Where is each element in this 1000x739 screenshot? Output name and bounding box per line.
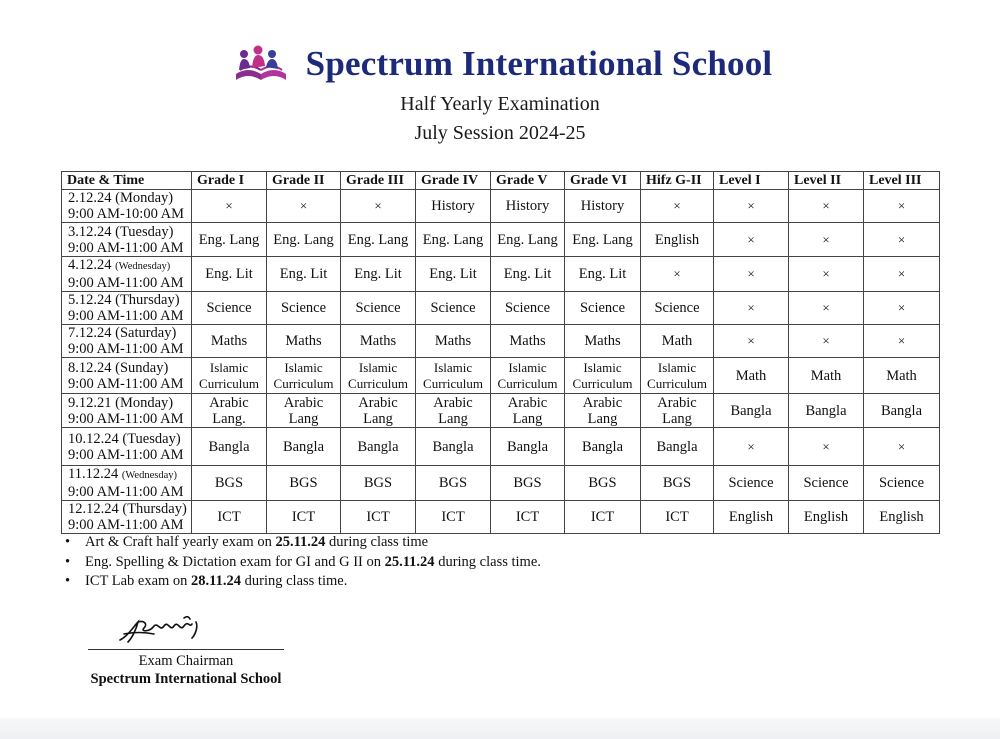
table-row — [62, 257, 940, 292]
column-header: Level II — [789, 172, 864, 190]
subject-cell: Arabic Lang — [641, 394, 714, 428]
exam-date: 10.12.24 — [68, 430, 119, 447]
subject-cell: Maths — [192, 325, 267, 358]
column-header: Grade I — [192, 172, 267, 190]
exam-day: (Wednesday) — [115, 261, 171, 272]
note-date: 28.11.24 — [191, 573, 241, 589]
exam-day: (Thursday) — [122, 501, 187, 517]
subject-cell: × — [789, 190, 864, 223]
subject-cell: Science — [864, 466, 940, 501]
subject-cell: Islamic Curriculum — [267, 358, 341, 394]
subject-cell: × — [789, 428, 864, 466]
subject-cell: × — [641, 190, 714, 223]
page-bottom-strip — [0, 718, 1000, 739]
exam-date: 5.12.24 — [68, 292, 112, 308]
subject-cell: Bangla — [789, 394, 864, 428]
date-time-cell — [62, 223, 192, 257]
exam-day: (Thursday) — [115, 292, 180, 308]
subject-cell: Science — [341, 292, 416, 325]
exam-time: 9:00 AM-11:00 AM — [68, 308, 184, 324]
subject-cell: × — [641, 257, 714, 292]
subject-cell: ICT — [565, 501, 641, 534]
subject-cell: Arabic Lang — [565, 394, 641, 428]
subject-cell: BGS — [192, 466, 267, 501]
note-text: ICT Lab exam on — [85, 573, 192, 589]
document-header — [0, 44, 1000, 148]
subject-cell: Science — [267, 292, 341, 325]
subject-cell: × — [714, 190, 789, 223]
subject-cell: Eng. Lang — [416, 223, 491, 257]
subject-cell: ICT — [491, 501, 565, 534]
subject-cell: Bangla — [267, 428, 341, 466]
column-header: Date & Time — [62, 172, 192, 190]
subject-cell: Math — [789, 358, 864, 394]
exam-time: 9:00 AM-10:00 AM — [68, 206, 185, 222]
subject-cell: × — [864, 325, 940, 358]
subject-cell: × — [789, 223, 864, 257]
subject-cell: Islamic Curriculum — [192, 358, 267, 394]
subject-cell: Bangla — [864, 394, 940, 428]
subject-cell: ICT — [267, 501, 341, 534]
subject-cell: × — [864, 292, 940, 325]
exam-date: 3.12.24 — [68, 223, 112, 240]
open-book-people-logo-icon — [228, 44, 294, 84]
subject-cell: Eng. Lit — [341, 257, 416, 292]
subject-cell: Eng. Lit — [267, 257, 341, 292]
exam-time: 9:00 AM-11:00 AM — [68, 410, 184, 427]
column-header: Level I — [714, 172, 789, 190]
subject-cell: × — [341, 190, 416, 223]
subject-cell: × — [864, 257, 940, 292]
note-text: Eng. Spelling & Dictation exam for GI and G II on — [85, 553, 385, 570]
column-header: Grade II — [267, 172, 341, 190]
column-header: Hifz G-II — [641, 172, 714, 190]
exam-date: 9.12.21 — [68, 394, 112, 411]
exam-date: 8.12.24 — [68, 359, 112, 376]
exam-day: (Tuesday) — [115, 223, 174, 240]
subject-cell: ICT — [641, 501, 714, 534]
exam-date: 4.12.24 — [68, 257, 112, 273]
subject-cell: Math — [864, 358, 940, 394]
date-time-cell — [62, 257, 192, 292]
date-time-cell — [62, 428, 192, 466]
subject-cell: Bangla — [565, 428, 641, 466]
subject-cell: Science — [416, 292, 491, 325]
exam-day: (Sunday) — [115, 359, 169, 376]
subject-cell: Science — [491, 292, 565, 325]
subject-cell: English — [714, 501, 789, 534]
subject-cell: Bangla — [416, 428, 491, 466]
exam-title: Half Yearly Examination — [400, 93, 600, 115]
exam-time: 9:00 AM-11:00 AM — [68, 484, 184, 500]
exam-time: 9:00 AM-11:00 AM — [68, 517, 184, 533]
subject-cell: BGS — [641, 466, 714, 501]
table-row — [62, 394, 940, 428]
subject-cell: BGS — [565, 466, 641, 501]
table-row — [62, 292, 940, 325]
subject-cell: ICT — [192, 501, 267, 534]
subject-cell: Eng. Lang — [267, 223, 341, 257]
subject-cell: Maths — [416, 325, 491, 358]
note-text: during class time. — [241, 573, 348, 589]
exam-day: (Saturday) — [115, 325, 177, 341]
exam-time: 9:00 AM-11:00 AM — [68, 446, 184, 463]
exam-time: 9:00 AM-11:00 AM — [68, 375, 184, 392]
subject-cell: Islamic Curriculum — [565, 358, 641, 394]
subject-cell: Bangla — [641, 428, 714, 466]
subject-cell: Maths — [491, 325, 565, 358]
subject-cell: × — [789, 292, 864, 325]
subject-cell: × — [192, 190, 267, 223]
date-time-cell — [62, 501, 192, 534]
subject-cell: × — [714, 428, 789, 466]
note-item — [63, 572, 541, 592]
exam-day: (Monday) — [115, 394, 174, 411]
session-label: July Session 2024-25 — [414, 122, 586, 144]
subject-cell: Eng. Lang — [192, 223, 267, 257]
subject-cell: History — [565, 190, 641, 223]
subject-cell: Islamic Curriculum — [491, 358, 565, 394]
exam-time: 9:00 AM-11:00 AM — [68, 239, 184, 256]
note-text: during class time — [325, 534, 429, 550]
subject-cell: English — [864, 501, 940, 534]
date-time-cell — [62, 466, 192, 501]
subject-cell: Science — [714, 466, 789, 501]
column-header: Grade VI — [565, 172, 641, 190]
signature-image — [114, 612, 206, 648]
subject-cell: Arabic Lang. — [192, 394, 267, 428]
note-text: during class time. — [434, 553, 541, 570]
subject-cell: History — [491, 190, 565, 223]
subject-cell: × — [267, 190, 341, 223]
column-header: Grade III — [341, 172, 416, 190]
date-time-cell — [62, 292, 192, 325]
table-row — [62, 190, 940, 223]
subject-cell: Eng. Lit — [192, 257, 267, 292]
exam-date: 2.12.24 — [68, 190, 112, 206]
subject-cell: Arabic Lang — [491, 394, 565, 428]
subject-cell: Science — [565, 292, 641, 325]
table-row — [62, 466, 940, 501]
note-date: 25.11.24 — [275, 534, 326, 550]
subject-cell: Bangla — [341, 428, 416, 466]
subject-cell: Arabic Lang — [267, 394, 341, 428]
table-row — [62, 223, 940, 257]
table-header-row — [62, 172, 940, 190]
subject-cell: Eng. Lang — [341, 223, 416, 257]
signatory-school: Spectrum International School — [90, 671, 282, 687]
exam-date: 11.12.24 — [68, 466, 119, 482]
subject-cell: × — [714, 223, 789, 257]
table-row — [62, 325, 940, 358]
signature-line — [88, 649, 284, 650]
subject-cell: ICT — [341, 501, 416, 534]
subject-cell: Islamic Curriculum — [641, 358, 714, 394]
subject-cell: English — [789, 501, 864, 534]
subject-cell: Bangla — [491, 428, 565, 466]
column-header: Level III — [864, 172, 940, 190]
subject-cell: × — [789, 325, 864, 358]
column-header: Grade V — [491, 172, 565, 190]
table-row — [62, 501, 940, 534]
subject-cell: English — [641, 223, 714, 257]
subject-cell: Science — [641, 292, 714, 325]
exam-routine-table — [61, 171, 940, 534]
note-date: 25.11.24 — [384, 553, 435, 570]
subject-cell: × — [714, 292, 789, 325]
subject-cell: Bangla — [714, 394, 789, 428]
exam-day: (Tuesday) — [122, 430, 181, 447]
date-time-cell — [62, 325, 192, 358]
subject-cell: Math — [714, 358, 789, 394]
signature-block — [86, 612, 286, 688]
subject-cell: Eng. Lang — [491, 223, 565, 257]
signatory-role: Exam Chairman — [138, 653, 234, 669]
table-row — [62, 428, 940, 466]
exam-time: 9:00 AM-11:00 AM — [68, 341, 184, 357]
subject-cell: ICT — [416, 501, 491, 534]
subject-cell: Maths — [341, 325, 416, 358]
subject-cell: × — [864, 428, 940, 466]
note-item — [63, 533, 541, 553]
exam-day: (Wednesday) — [121, 470, 177, 481]
subject-cell: BGS — [267, 466, 341, 501]
subject-cell: × — [714, 257, 789, 292]
subject-cell: BGS — [341, 466, 416, 501]
title-row — [0, 44, 1000, 84]
subject-cell: Maths — [267, 325, 341, 358]
subject-cell: Eng. Lit — [491, 257, 565, 292]
exam-date: 7.12.24 — [68, 325, 112, 341]
table-row — [62, 358, 940, 394]
subject-cell: Bangla — [192, 428, 267, 466]
subject-cell: Islamic Curriculum — [416, 358, 491, 394]
exam-day: (Monday) — [115, 190, 174, 206]
date-time-cell — [62, 394, 192, 428]
subject-cell: History — [416, 190, 491, 223]
subject-cell: Science — [789, 466, 864, 501]
subject-cell: Science — [192, 292, 267, 325]
note-text: Art & Craft half yearly exam on — [85, 534, 276, 550]
subject-cell: × — [789, 257, 864, 292]
subject-cell: Maths — [565, 325, 641, 358]
subject-cell: BGS — [491, 466, 565, 501]
note-item — [63, 553, 541, 573]
subject-cell: × — [714, 325, 789, 358]
date-time-cell — [62, 190, 192, 223]
subject-cell: Eng. Lit — [416, 257, 491, 292]
school-name: Spectrum International School — [305, 44, 773, 83]
subject-cell: Arabic Lang — [341, 394, 416, 428]
notes-list — [63, 533, 541, 592]
exam-time: 9:00 AM-11:00 AM — [68, 275, 184, 291]
subject-cell: Math — [641, 325, 714, 358]
subject-cell: × — [864, 190, 940, 223]
date-time-cell — [62, 358, 192, 394]
subject-cell: Eng. Lang — [565, 223, 641, 257]
column-header: Grade IV — [416, 172, 491, 190]
subject-cell: × — [864, 223, 940, 257]
subject-cell: Islamic Curriculum — [341, 358, 416, 394]
subject-cell: Arabic Lang — [416, 394, 491, 428]
exam-date: 12.12.24 — [68, 501, 119, 517]
subject-cell: Eng. Lit — [565, 257, 641, 292]
subject-cell: BGS — [416, 466, 491, 501]
